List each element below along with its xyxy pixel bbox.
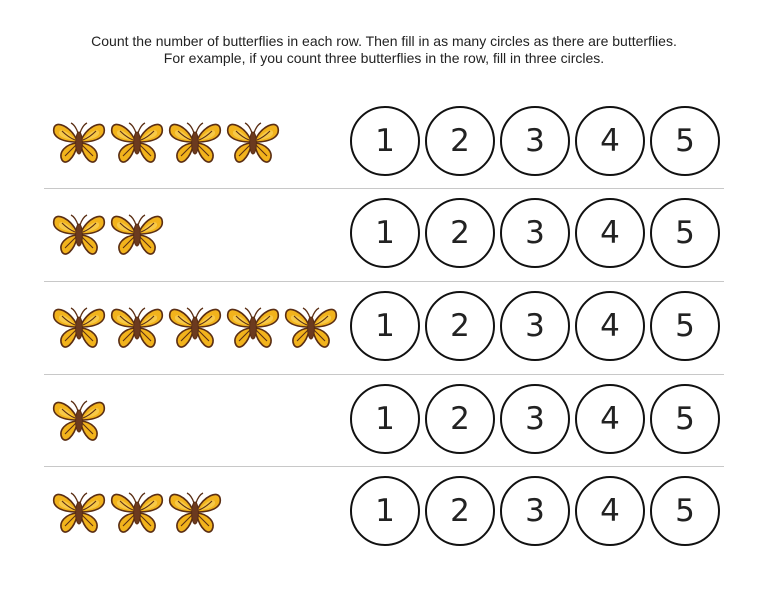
butterfly-icon (224, 299, 282, 355)
number-circle-3[interactable]: 3 (500, 291, 570, 361)
number-circle-1[interactable]: 1 (350, 106, 420, 176)
number-circle-2[interactable]: 2 (425, 198, 495, 268)
butterfly-icon (108, 299, 166, 355)
number-circles (350, 106, 722, 180)
butterfly-icon (108, 206, 166, 262)
instructions-line-2: For example, if you count three butterflies in the row, fill in three circles. (163, 50, 605, 66)
worksheet-row (0, 281, 768, 373)
number-circle-3[interactable]: 3 (500, 476, 570, 546)
butterfly-icon (50, 299, 108, 355)
row-divider (44, 188, 724, 189)
butterfly-icon (166, 114, 224, 170)
worksheet-row (0, 188, 768, 280)
butterfly-icon (50, 206, 108, 262)
butterfly-icon (166, 299, 224, 355)
number-circles (350, 384, 722, 458)
butterfly-icon (50, 392, 108, 448)
number-circles (350, 291, 722, 365)
number-circle-5[interactable]: 5 (650, 384, 720, 454)
worksheet-row (0, 374, 768, 466)
number-circle-1[interactable]: 1 (350, 198, 420, 268)
number-circle-2[interactable]: 2 (425, 106, 495, 176)
butterfly-icon (50, 484, 108, 540)
worksheet-row (0, 466, 768, 558)
row-divider (44, 374, 724, 375)
number-circle-5[interactable]: 5 (650, 291, 720, 361)
number-circle-3[interactable]: 3 (500, 198, 570, 268)
butterfly-icon (108, 114, 166, 170)
number-circle-2[interactable]: 2 (425, 384, 495, 454)
number-circle-5[interactable]: 5 (650, 198, 720, 268)
number-circle-5[interactable]: 5 (650, 476, 720, 546)
row-divider (44, 281, 724, 282)
number-circles (350, 476, 722, 550)
number-circle-4[interactable]: 4 (575, 476, 645, 546)
instructions-line-1: Count the number of butterflies in each row. Then fill in as many circles as there are butterflies. (91, 33, 677, 49)
number-circle-2[interactable]: 2 (425, 291, 495, 361)
number-circle-3[interactable]: 3 (500, 384, 570, 454)
row-divider (44, 466, 724, 467)
number-circle-4[interactable]: 4 (575, 291, 645, 361)
number-circle-3[interactable]: 3 (500, 106, 570, 176)
number-circle-2[interactable]: 2 (425, 476, 495, 546)
number-circle-1[interactable]: 1 (350, 291, 420, 361)
worksheet-row (0, 96, 768, 188)
number-circle-4[interactable]: 4 (575, 384, 645, 454)
number-circle-4[interactable]: 4 (575, 198, 645, 268)
butterfly-icon (50, 114, 108, 170)
number-circle-1[interactable]: 1 (350, 384, 420, 454)
number-circle-4[interactable]: 4 (575, 106, 645, 176)
butterfly-icon (108, 484, 166, 540)
number-circle-1[interactable]: 1 (350, 476, 420, 546)
butterfly-icon (282, 299, 340, 355)
number-circle-5[interactable]: 5 (650, 106, 720, 176)
instructions (0, 33, 768, 67)
number-circles (350, 198, 722, 272)
butterfly-icon (166, 484, 224, 540)
butterfly-icon (224, 114, 282, 170)
